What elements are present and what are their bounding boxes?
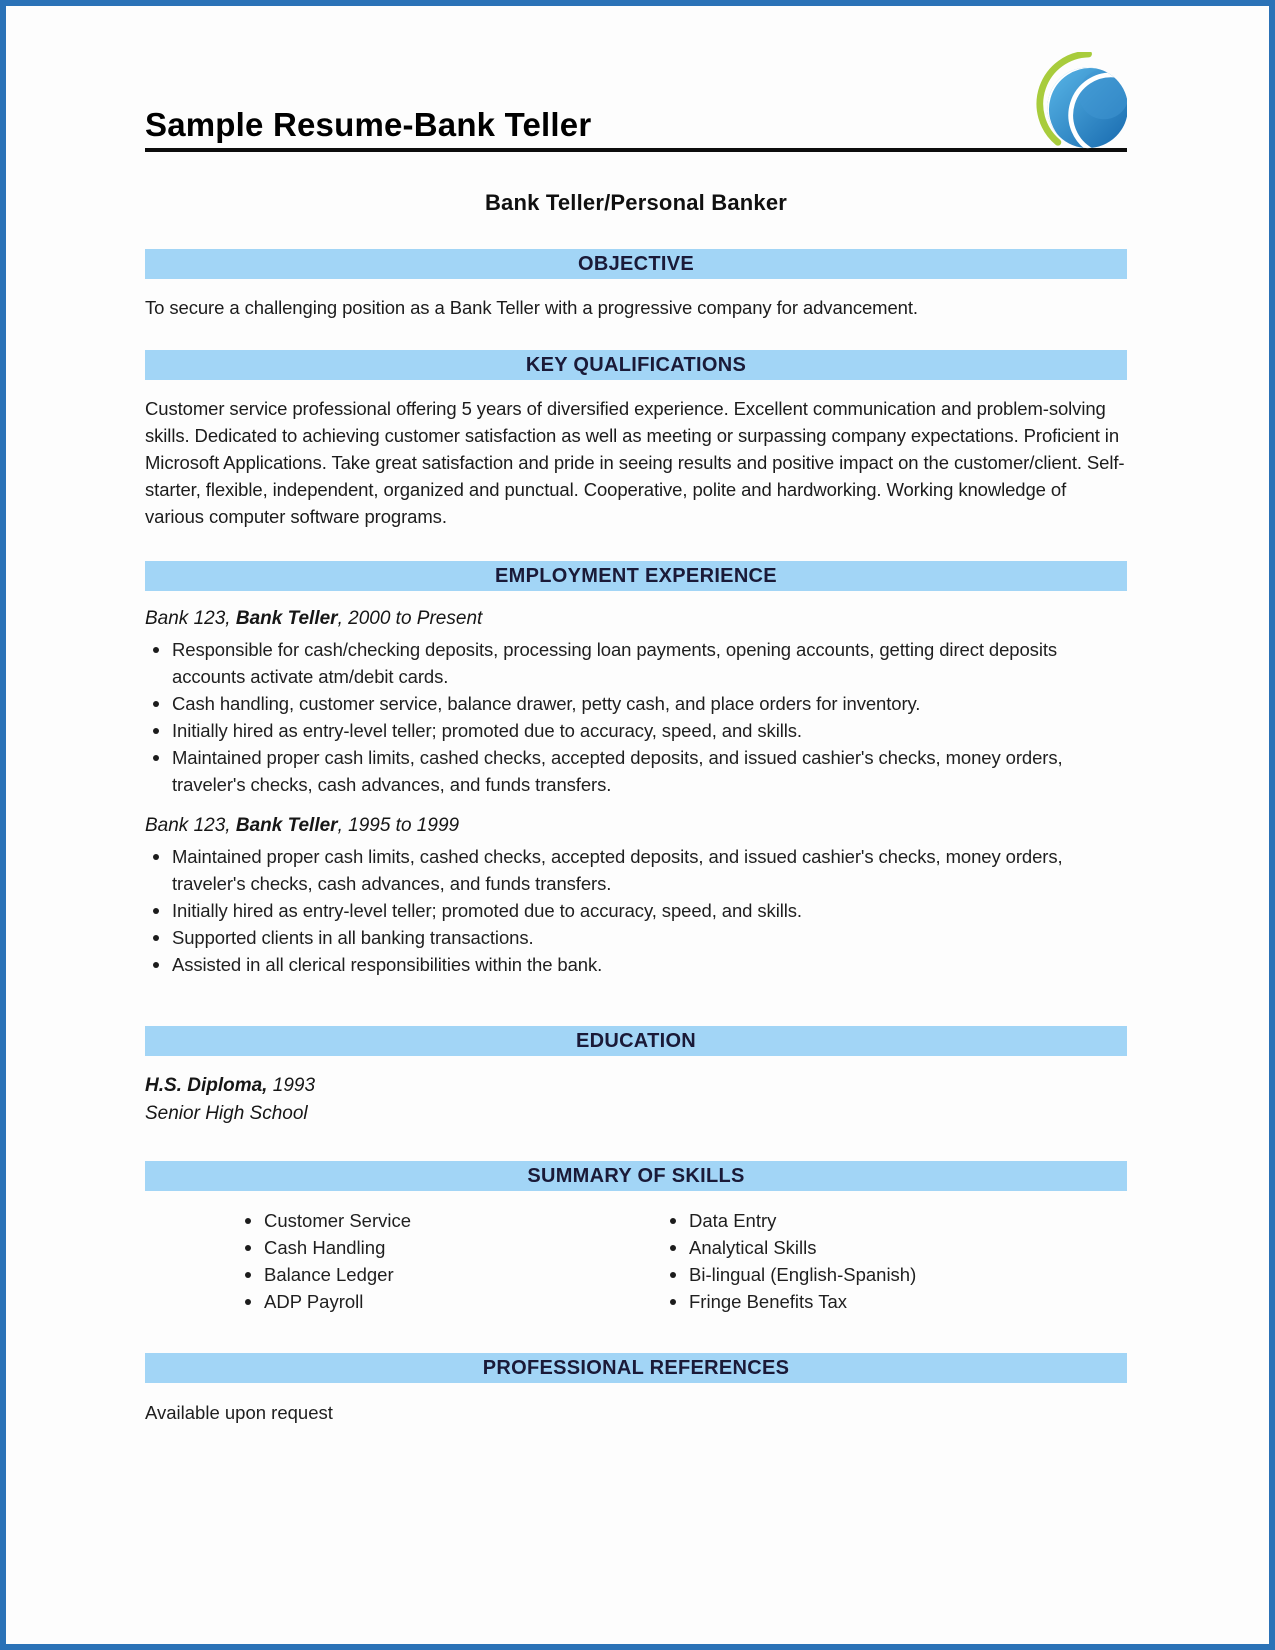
skill-item: [245, 1234, 670, 1261]
bullet-icon: [245, 1245, 251, 1251]
bullet-icon: [153, 908, 159, 914]
skills-column-right: [670, 1207, 1095, 1315]
section-header-summary-of-skills: [145, 1161, 1127, 1191]
bullet-icon: [670, 1245, 676, 1251]
education-school: Senior High School: [145, 1103, 308, 1124]
bullet-icon: [670, 1218, 676, 1224]
section-header-employment-experience: [145, 561, 1127, 591]
education-degree-line: [145, 1072, 1127, 1099]
bullet-icon: [670, 1272, 676, 1278]
globe-swoosh-logo-icon: [1031, 52, 1127, 152]
job-bullet-item: [145, 744, 1127, 798]
bullet-icon: [153, 755, 159, 761]
skill-item: [245, 1261, 670, 1288]
section-heading-references-label: PROFESSIONAL REFERENCES: [482, 1356, 790, 1379]
skill-text: Customer Service: [264, 1210, 412, 1231]
section-heading-skills-label: SUMMARY OF SKILLS: [527, 1164, 745, 1187]
bullet-icon: [153, 935, 159, 941]
education-degree: H.S. Diploma,: [145, 1075, 268, 1096]
bullet-icon: [153, 854, 159, 860]
bullet-text: Maintained proper cash limits, cashed checks, accepted deposits, and issued cashier's checks, money orders, traveler's checks, cash advances, and funds transfers.: [172, 747, 1063, 795]
document-subtitle: Bank Teller/Personal Banker: [484, 190, 788, 215]
job-2-title: Bank Teller: [235, 815, 338, 836]
bullet-icon: [245, 1272, 251, 1278]
job-bullet-item: [145, 717, 1127, 744]
job-2-dates: , 1995 to 1999: [337, 815, 460, 836]
skill-item: [670, 1261, 1095, 1288]
skill-text: Analytical Skills: [689, 1237, 817, 1258]
education-year: 1993: [272, 1075, 316, 1096]
skill-text: Data Entry: [689, 1210, 777, 1231]
page-title: Sample Resume-Bank Teller: [145, 106, 592, 144]
job-bullet-item: [145, 951, 1127, 978]
job-bullet-item: [145, 843, 1127, 897]
bullet-text: Assisted in all clerical responsibilities within the bank.: [172, 954, 603, 975]
skill-text: ADP Payroll: [264, 1291, 364, 1312]
skills-column-left: [245, 1207, 670, 1315]
section-header-professional-references: [145, 1353, 1127, 1383]
section-header-objective: [145, 249, 1127, 279]
skill-text: Bi-lingual (English-Spanish): [689, 1264, 917, 1285]
skill-item: [670, 1234, 1095, 1261]
skill-item: [670, 1288, 1095, 1315]
job-heading-1: [145, 608, 1127, 630]
skill-text: Cash Handling: [264, 1237, 386, 1258]
skill-text: Balance Ledger: [264, 1264, 394, 1285]
job-2-bullet-list: [145, 843, 1127, 978]
section-header-key-qualifications: [145, 350, 1127, 380]
job-bullet-item: [145, 897, 1127, 924]
bullet-icon: [153, 701, 159, 707]
skills-columns: [145, 1207, 1127, 1315]
skill-item: [245, 1207, 670, 1234]
job-1-title: Bank Teller: [235, 608, 338, 629]
job-1-dates: , 2000 to Present: [337, 608, 483, 629]
bullet-text: Supported clients in all banking transactions.: [172, 927, 534, 948]
references-text: Available upon request: [145, 1402, 333, 1423]
job-2-company: Bank 123,: [145, 815, 236, 836]
job-bullet-item: [145, 636, 1127, 690]
section-heading-objective-label: OBJECTIVE: [577, 252, 695, 275]
bullet-icon: [670, 1299, 676, 1305]
bullet-text: Responsible for cash/checking deposits, processing loan payments, opening accounts, getting direct deposits accounts activate atm/debit cards.: [172, 639, 1058, 687]
section-header-education: [145, 1026, 1127, 1056]
bullet-icon: [153, 728, 159, 734]
section-heading-employment-label: EMPLOYMENT EXPERIENCE: [495, 564, 777, 587]
job-heading-2: [145, 815, 1127, 837]
bullet-text: Initially hired as entry-level teller; promoted due to accuracy, speed, and skills.: [172, 900, 802, 921]
skill-text: Fringe Benefits Tax: [689, 1291, 848, 1312]
bullet-icon: [153, 962, 159, 968]
title-divider: [145, 148, 1127, 152]
skill-item: [245, 1288, 670, 1315]
bullet-text: Cash handling, customer service, balance drawer, petty cash, and place orders for inventory.: [172, 693, 921, 714]
job-bullet-item: [145, 924, 1127, 951]
skill-item: [670, 1207, 1095, 1234]
section-heading-education-label: EDUCATION: [575, 1029, 697, 1052]
job-1-company: Bank 123,: [145, 608, 236, 629]
skills-list-right: [670, 1207, 1095, 1315]
page-header: [145, 52, 1127, 144]
job-1-bullet-list: [145, 636, 1127, 798]
bullet-text: Maintained proper cash limits, cashed checks, accepted deposits, and issued cashier's checks, money orders, traveler's checks, cash advances, and funds transfers.: [172, 846, 1063, 894]
bullet-icon: [245, 1299, 251, 1305]
job-bullet-item: [145, 690, 1127, 717]
section-heading-key-qualifications-label: KEY QUALIFICATIONS: [525, 353, 747, 376]
bullet-icon: [245, 1218, 251, 1224]
bullet-text: Initially hired as entry-level teller; promoted due to accuracy, speed, and skills.: [172, 720, 802, 741]
key-qualifications-text: Customer service professional offering 5 years of diversified experience. Excellent communication and problem-solving skills. Dedicated to achieving customer satisfaction as well as meeting or surpassing company expectations. Proficient in Microsoft Applications. Take great satisfaction and pride in seeing results and positive impact on the customer/client. Self-starter, flexible, independent, organized and punctual. Cooperative, polite and hardworking. Working knowledge of various computer software programs.: [145, 398, 1125, 527]
skills-list-left: [245, 1207, 670, 1315]
bullet-icon: [153, 647, 159, 653]
objective-text: To secure a challenging position as a Bank Teller with a progressive company for advancement.: [145, 297, 918, 318]
